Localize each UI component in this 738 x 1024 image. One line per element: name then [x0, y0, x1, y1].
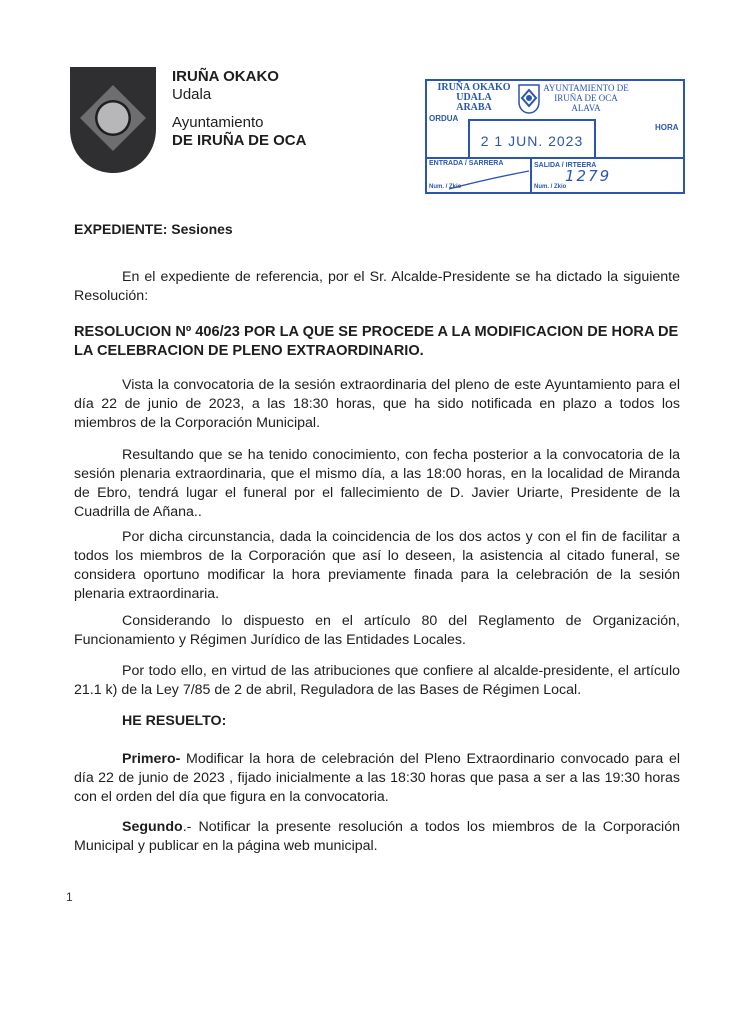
resolution-segundo	[74, 818, 680, 856]
org-type-basque: Udala	[172, 86, 212, 103]
resolution-primero	[74, 750, 680, 807]
segundo-text: .- Notificar la presente resolución a todos los miembros de la Corporación Municipal y publicar en la página web municipal.	[74, 819, 680, 854]
paragraph-considerando: Considerando lo dispuesto en el artículo 80 del Reglamento de Organización, Funcionamiento y Régimen Jurídico de las Entidades Locales.	[74, 613, 680, 648]
org-type-spanish: Ayuntamiento	[172, 114, 264, 131]
stamp-registry-number: 1279	[565, 167, 612, 185]
intro-paragraph: En el expediente de referencia, por el Sr. Alcalde-Presidente se ha dictado la siguiente Resolución:	[74, 269, 680, 304]
stamp-divider	[427, 157, 683, 159]
org-name-basque: IRUÑA OKAKO	[172, 68, 279, 85]
organization-name	[172, 68, 306, 150]
stamp-num-label: Num. / Zkio	[534, 184, 567, 190]
he-resuelto-heading: HE RESUELTO:	[122, 713, 227, 729]
stamp-ordua-label: ORDUA	[429, 114, 459, 123]
stamp-right-line: AYUNTAMIENTO DE	[543, 83, 629, 93]
resolution-title: RESOLUCION Nº 406/23 POR LA QUE SE PROCEDE A LA MODIFICACION DE HORA DE LA CELEBRACION DE PLENO EXTRAORDINARIO.	[74, 324, 679, 359]
stamp-left-line: UDALA	[456, 92, 492, 103]
paragraph-resultando: Resultando que se ha tenido conocimiento, con fecha posterior a la convocatoria de la sesión plenaria extraordinaria, que el mismo día, a las 18:00 horas, en la localidad de Miranda de Ebro, tendrá lugar el funeral por el fallecimiento de D. Javier Uriarte, Presidente de la Cuadrilla de Añana..	[74, 447, 680, 520]
segundo-label: Segundo	[122, 819, 183, 835]
municipal-shield-icon	[70, 67, 156, 173]
stamp-salida-label: SALIDA / IRTEERA	[534, 162, 597, 169]
stamp-left-line: ARABA	[456, 102, 492, 113]
stamp-num-label: Num. / Zkio	[429, 184, 462, 190]
stamp-right-line: IRUÑA DE OCA	[554, 93, 618, 103]
primero-text: Modificar la hora de celebración del Pleno Extraordinario convocado para el día 22 de junio de 2023 , fijado inicialmente a las 18:30 horas que pasa a ser a las 19:30 horas con el orden del día que figura en la convocatoria.	[74, 751, 680, 805]
page-number: 1	[66, 890, 73, 904]
stamp-date: 2 1 JUN. 2023	[480, 133, 584, 149]
stamp-right-heading	[541, 83, 631, 113]
paragraph-atribuciones: Por todo ello, en virtud de las atribuciones que confiere al alcalde-presidente, el artículo 21.1 k) de la Ley 7/85 de 2 de abril, Reguladora de las Bases de Régimen Local.	[74, 663, 680, 698]
primero-label: Primero-	[122, 751, 181, 767]
paragraph-circunstancia: Por dicha circunstancia, dada la coincidencia de los dos actos y con el fin de facilitar a todos los miembros de la Corporación que así lo deseen, la asistencia al citado funeral, se considera oportuno modificar la hora previamente finada para la celebración de la sesión plenaria extraordinaria.	[74, 529, 680, 602]
stamp-date-box	[468, 119, 596, 159]
org-name-spanish: DE IRUÑA DE OCA	[172, 132, 307, 149]
stamp-hora-label: HORA	[655, 123, 679, 132]
stamp-left-heading	[431, 83, 517, 113]
registry-stamp	[425, 79, 685, 194]
stamp-left-line: IRUÑA OKAKO	[437, 82, 511, 93]
stamp-entrada-label: ENTRADA / SARRERA	[429, 160, 504, 167]
stamp-crest-icon	[518, 84, 540, 114]
stamp-right-line: ALAVA	[571, 103, 601, 113]
paragraph-vista: Vista la convocatoria de la sesión extraordinaria del pleno de este Ayuntamiento para el día 22 de junio de 2023, a las 18:30 horas, que ha sido notificada en plazo a todos los miembros de la Corporación Municipal.	[74, 377, 680, 431]
expediente-label: EXPEDIENTE: Sesiones	[74, 221, 233, 237]
